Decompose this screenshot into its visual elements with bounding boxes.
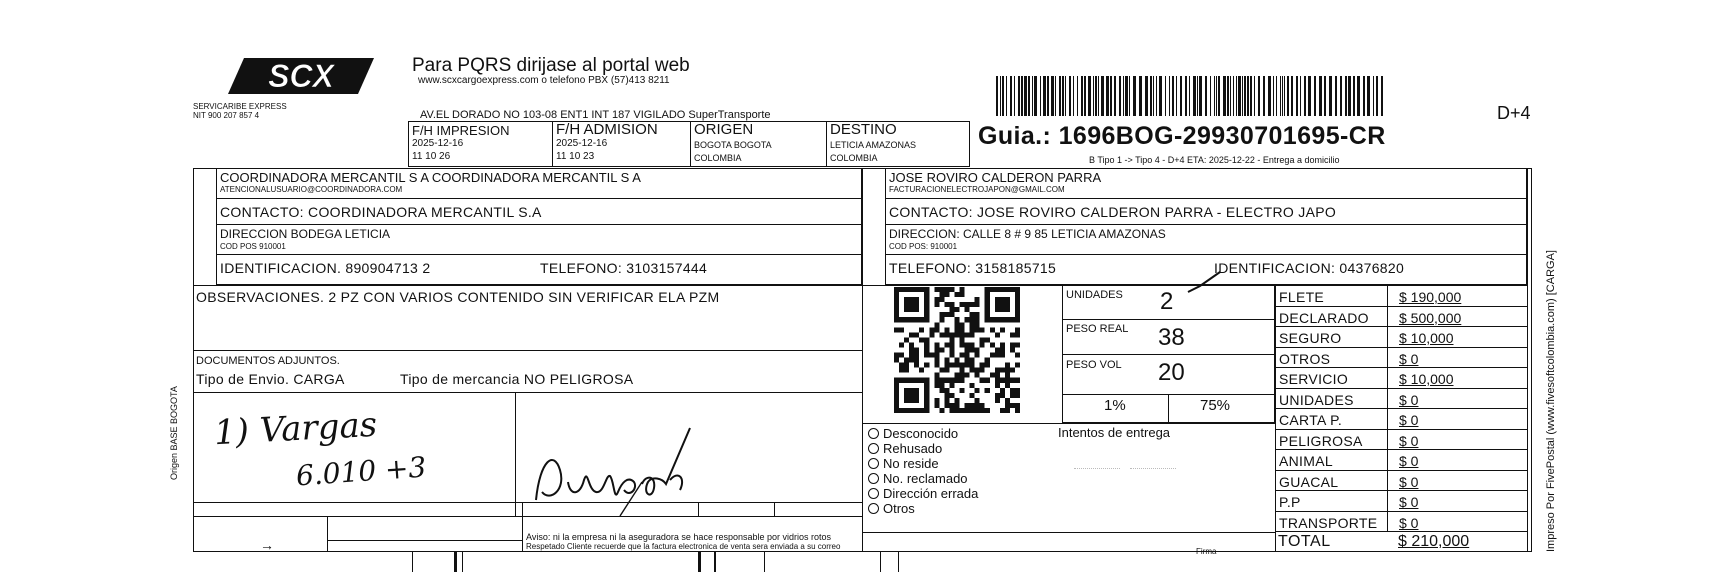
peso-vol-label: PESO VOL	[1066, 359, 1122, 371]
charge-value: $ 0	[1399, 514, 1419, 531]
option-desconocido[interactable]: Desconocido	[868, 426, 978, 441]
tracking-barcode	[996, 76, 1386, 116]
signature-image	[530, 420, 750, 520]
charge-row	[1275, 430, 1527, 451]
impresion-label: F/H IMPRESION	[412, 123, 510, 138]
charge-row	[1275, 491, 1527, 512]
address-line: AV.EL DORADO NO 103-08 ENT1 INT 187 VIGILADO SuperTransporte	[420, 109, 771, 121]
side-label: Origen BASE BOGOTA	[169, 386, 179, 480]
charge-row	[1275, 450, 1527, 471]
charge-row	[1275, 471, 1527, 492]
charge-label: P.P	[1279, 494, 1301, 510]
charge-label: CARTA P.	[1279, 412, 1343, 428]
tipo-mercancia: Tipo de mercancia NO PELIGROSA	[400, 371, 634, 387]
option-direccion-errada[interactable]: Dirección errada	[868, 486, 978, 501]
charge-label: ANIMAL	[1279, 453, 1333, 469]
unidades-label: UNIDADES	[1066, 289, 1123, 301]
charge-value: $ 0	[1399, 432, 1419, 449]
charge-label: PELIGROSA	[1279, 432, 1363, 449]
charge-value: $ 500,000	[1399, 309, 1462, 326]
charge-value: $ 10,000	[1399, 330, 1454, 346]
charge-row	[1275, 348, 1527, 369]
tipo-line: B Tipo 1 -> Tipo 4 - D+4 ETA: 2025-12-22 - Entrega a domicilio	[1089, 155, 1340, 165]
charge-value: $ 0	[1399, 494, 1419, 510]
handwritten-name: 1) Vargas	[213, 404, 379, 454]
unidades-value: 2	[1160, 288, 1174, 315]
qr-code	[894, 287, 1020, 413]
sender-telefono: TELEFONO: 3103157444	[540, 260, 708, 276]
sender-direccion: DIRECCION BODEGA LETICIA	[220, 227, 391, 241]
charge-value: $ 0	[1399, 391, 1419, 408]
firma-label: Firma	[1196, 547, 1217, 556]
documentos-adjuntos: DOCUMENTOS ADJUNTOS.	[196, 355, 340, 367]
charge-row	[1275, 409, 1527, 430]
sender-identificacion: IDENTIFICACION. 890904713 2	[220, 260, 431, 276]
charge-row	[1275, 368, 1527, 389]
impresion-date: 2025-12-16	[412, 138, 464, 149]
charge-value: $ 0	[1399, 350, 1419, 367]
total-label: TOTAL	[1278, 533, 1331, 550]
handwritten-number: 6.010 +3	[294, 450, 428, 493]
company-name: SERVICARIBE EXPRESS	[193, 102, 287, 111]
charges-divider	[1387, 286, 1388, 532]
sender-cod-pos: COD POS 910001	[220, 242, 286, 251]
origen-city: BOGOTA BOGOTA	[694, 140, 772, 150]
admision-label: F/H ADMISION	[556, 121, 658, 138]
charge-value: $ 0	[1399, 412, 1419, 428]
sender-name: COORDINADORA MERCANTIL S A COORDINADORA MERCANTIL S A	[220, 170, 641, 185]
charge-value: $ 0	[1399, 453, 1419, 469]
receiver-email: FACTURACIONELECTROJAPON@GMAIL.COM	[889, 185, 1065, 194]
origen-label: ORIGEN	[694, 121, 754, 138]
destino-city: LETICIA AMAZONAS	[830, 140, 917, 150]
sender-email: ATENCIONALUSUARIO@COORDINADORA.COM	[220, 185, 403, 194]
company-nit: NIT 900 207 857 4	[193, 111, 260, 120]
charge-value: $ 0	[1399, 473, 1419, 490]
observaciones: OBSERVACIONES. 2 PZ CON VARIOS CONTENIDO SIN VERIFICAR ELA PZM	[196, 289, 720, 305]
guia-number: Guia.: 1696BOG-29930701695-CR	[978, 122, 1386, 150]
peso-vol-value: 20	[1158, 359, 1185, 386]
option-otros[interactable]: Otros	[868, 501, 978, 516]
charge-label: UNIDADES	[1279, 391, 1354, 408]
pqrs-title: Para PQRS dirijase al portal web	[412, 55, 690, 76]
charge-row	[1275, 512, 1527, 533]
charge-value: $ 10,000	[1399, 371, 1454, 387]
origen-country: COLOMBIA	[694, 153, 742, 163]
charge-label: SERVICIO	[1279, 371, 1349, 387]
pqrs-contact: www.scxcargoexpress.com o telefono PBX (57)413 8211	[418, 75, 670, 86]
charges-table	[1275, 286, 1527, 532]
charge-row	[1275, 307, 1527, 328]
service-days: D+4	[1497, 103, 1531, 123]
delivery-options	[868, 426, 978, 516]
impresion-time: 11 10 26	[412, 151, 451, 162]
pct-2: 75%	[1200, 397, 1231, 414]
sender-contacto: CONTACTO: COORDINADORA MERCANTIL S.A	[220, 204, 542, 220]
option-rehusado[interactable]: Rehusado	[868, 441, 978, 456]
destino-country: COLOMBIA	[830, 153, 878, 163]
charge-label: DECLARADO	[1279, 309, 1369, 326]
option-no-reclamado[interactable]: No. reclamado	[868, 471, 978, 486]
receiver-cod-pos: COD POS: 910001	[889, 242, 958, 251]
charge-label: OTROS	[1279, 350, 1331, 367]
admision-time: 11 10 23	[556, 151, 595, 162]
destino-label: DESTINO	[830, 121, 897, 138]
charge-row	[1275, 327, 1527, 348]
option-no-reside[interactable]: No reside	[868, 456, 978, 471]
svg-text:SCX: SCX	[268, 58, 334, 94]
pct-1: 1%	[1104, 397, 1126, 414]
intentos-label: Intentos de entrega	[1058, 425, 1171, 440]
charge-row	[1275, 286, 1527, 307]
charge-value: $ 190,000	[1399, 289, 1462, 305]
total-value: $ 210,000	[1398, 533, 1470, 550]
aviso-line-2: Respetado Cliente recuerde que la factura electronica de venta sera enviada a su correo	[526, 542, 841, 551]
receiver-name: JOSE ROVIRO CALDERON PARRA	[889, 170, 1102, 185]
charge-label: GUACAL	[1279, 473, 1339, 490]
charge-label: TRANSPORTE	[1279, 514, 1378, 531]
receiver-contacto: CONTACTO: JOSE ROVIRO CALDERON PARRA - ELECTRO JAPO	[889, 204, 1337, 220]
printed-by: Impreso Por FivePostal (www.fivesoftcolombia.com) [CARGA]	[1545, 250, 1557, 552]
peso-real-value: 38	[1158, 324, 1185, 351]
charge-row	[1275, 389, 1527, 410]
peso-real-label: PESO REAL	[1066, 323, 1129, 335]
receiver-direccion: DIRECCION: CALLE 8 # 9 85 LETICIA AMAZONAS	[889, 227, 1166, 241]
charge-label: SEGURO	[1279, 330, 1342, 346]
receiver-identificacion: IDENTIFICACION: 04376820	[1214, 260, 1405, 276]
aviso-line-1: Aviso: ni la empresa ni la aseguradora se hace responsable por vidrios rotos	[526, 532, 832, 542]
charge-label: FLETE	[1279, 289, 1325, 305]
tick-mark: →	[260, 537, 274, 553]
admision-date: 2025-12-16	[556, 138, 608, 149]
receiver-telefono: TELEFONO: 3158185715	[889, 260, 1057, 276]
tipo-envio: Tipo de Envio. CARGA	[196, 371, 345, 387]
company-logo	[228, 58, 374, 94]
